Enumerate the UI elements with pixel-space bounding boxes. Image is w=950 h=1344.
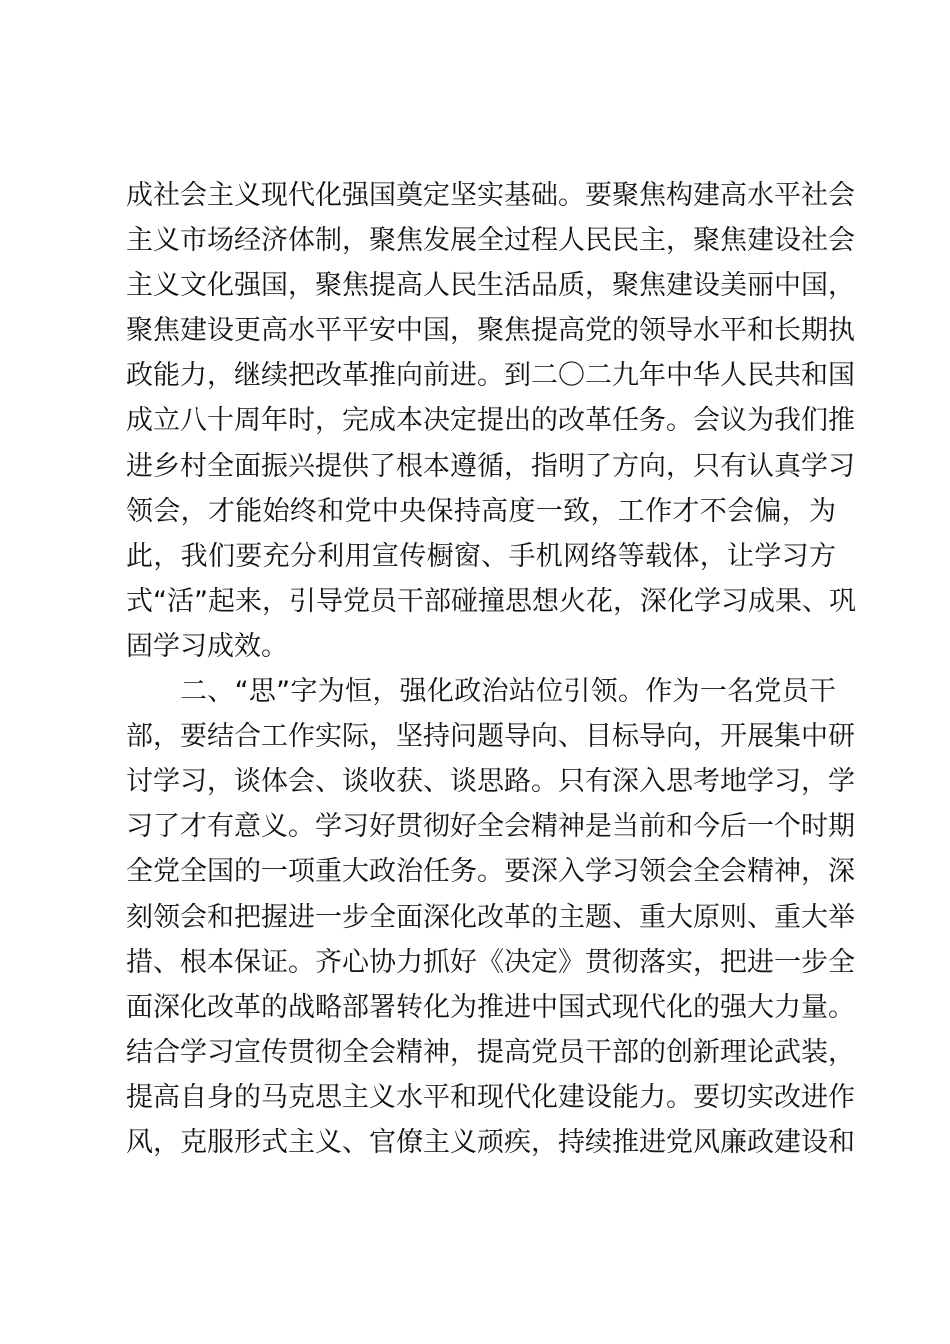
text-line: 成立八十周年时，完成本决定提出的改革任务。会议为我们推	[126, 405, 855, 437]
text-line: 讨学习，谈体会、谈收获、谈思路。只有深入思考地学习，学	[126, 766, 855, 798]
text-line: 主义市场经济体制，聚焦发展全过程人民民主，聚焦建设社会	[126, 225, 855, 257]
text-line: 此，我们要充分利用宣传橱窗、手机网络等载体，让学习方	[126, 540, 836, 572]
text-line: 固学习成效。	[126, 630, 288, 662]
text-line: 结合学习宣传贯彻全会精神，提高党员干部的创新理论武装，	[126, 1036, 855, 1068]
document-body	[126, 173, 856, 1165]
text-line: 措、根本保证。齐心协力抓好《决定》贯彻落实，把进一步全	[126, 946, 855, 978]
paragraph-1	[126, 173, 856, 669]
text-line: 刻领会和把握进一步全面深化改革的主题、重大原则、重大举	[126, 901, 855, 933]
text-line: 进乡村全面振兴提供了根本遵循，指明了方向，只有认真学习	[126, 450, 855, 482]
text-line: 提高自身的马克思主义水平和现代化建设能力。要切实改进作	[126, 1081, 855, 1113]
text-line: 成社会主义现代化强国奠定坚实基础。要聚焦构建高水平社会	[126, 180, 855, 211]
text-line: 习了才有意义。学习好贯彻好全会精神是当前和今后一个时期	[126, 811, 855, 843]
text-line: 二、“思”字为恒，强化政治站位引领。作为一名党员干	[180, 676, 836, 708]
text-line: 风，克服形式主义、官僚主义顽疾，持续推进党风廉政建设和	[126, 1126, 855, 1158]
text-line: 式“活”起来，引导党员干部碰撞思想火花，深化学习成果、巩	[126, 585, 856, 617]
text-line: 政能力，继续把改革推向前进。到二〇二九年中华人民共和国	[126, 360, 855, 392]
text-line: 全党全国的一项重大政治任务。要深入学习领会全会精神，深	[126, 856, 855, 888]
text-line: 面深化改革的战略部署转化为推进中国式现代化的强大力量。	[126, 991, 855, 1023]
text-line: 领会，才能始终和党中央保持高度一致，工作才不会偏，为	[126, 495, 836, 527]
text-line: 部，要结合工作实际，坚持问题导向、目标导向，开展集中研	[126, 721, 855, 753]
paragraph-2	[126, 669, 855, 1165]
text-line: 聚焦建设更高水平平安中国，聚焦提高党的领导水平和长期执	[126, 315, 855, 347]
text-line: 主义文化强国，聚焦提高人民生活品质，聚焦建设美丽中国，	[126, 270, 855, 302]
